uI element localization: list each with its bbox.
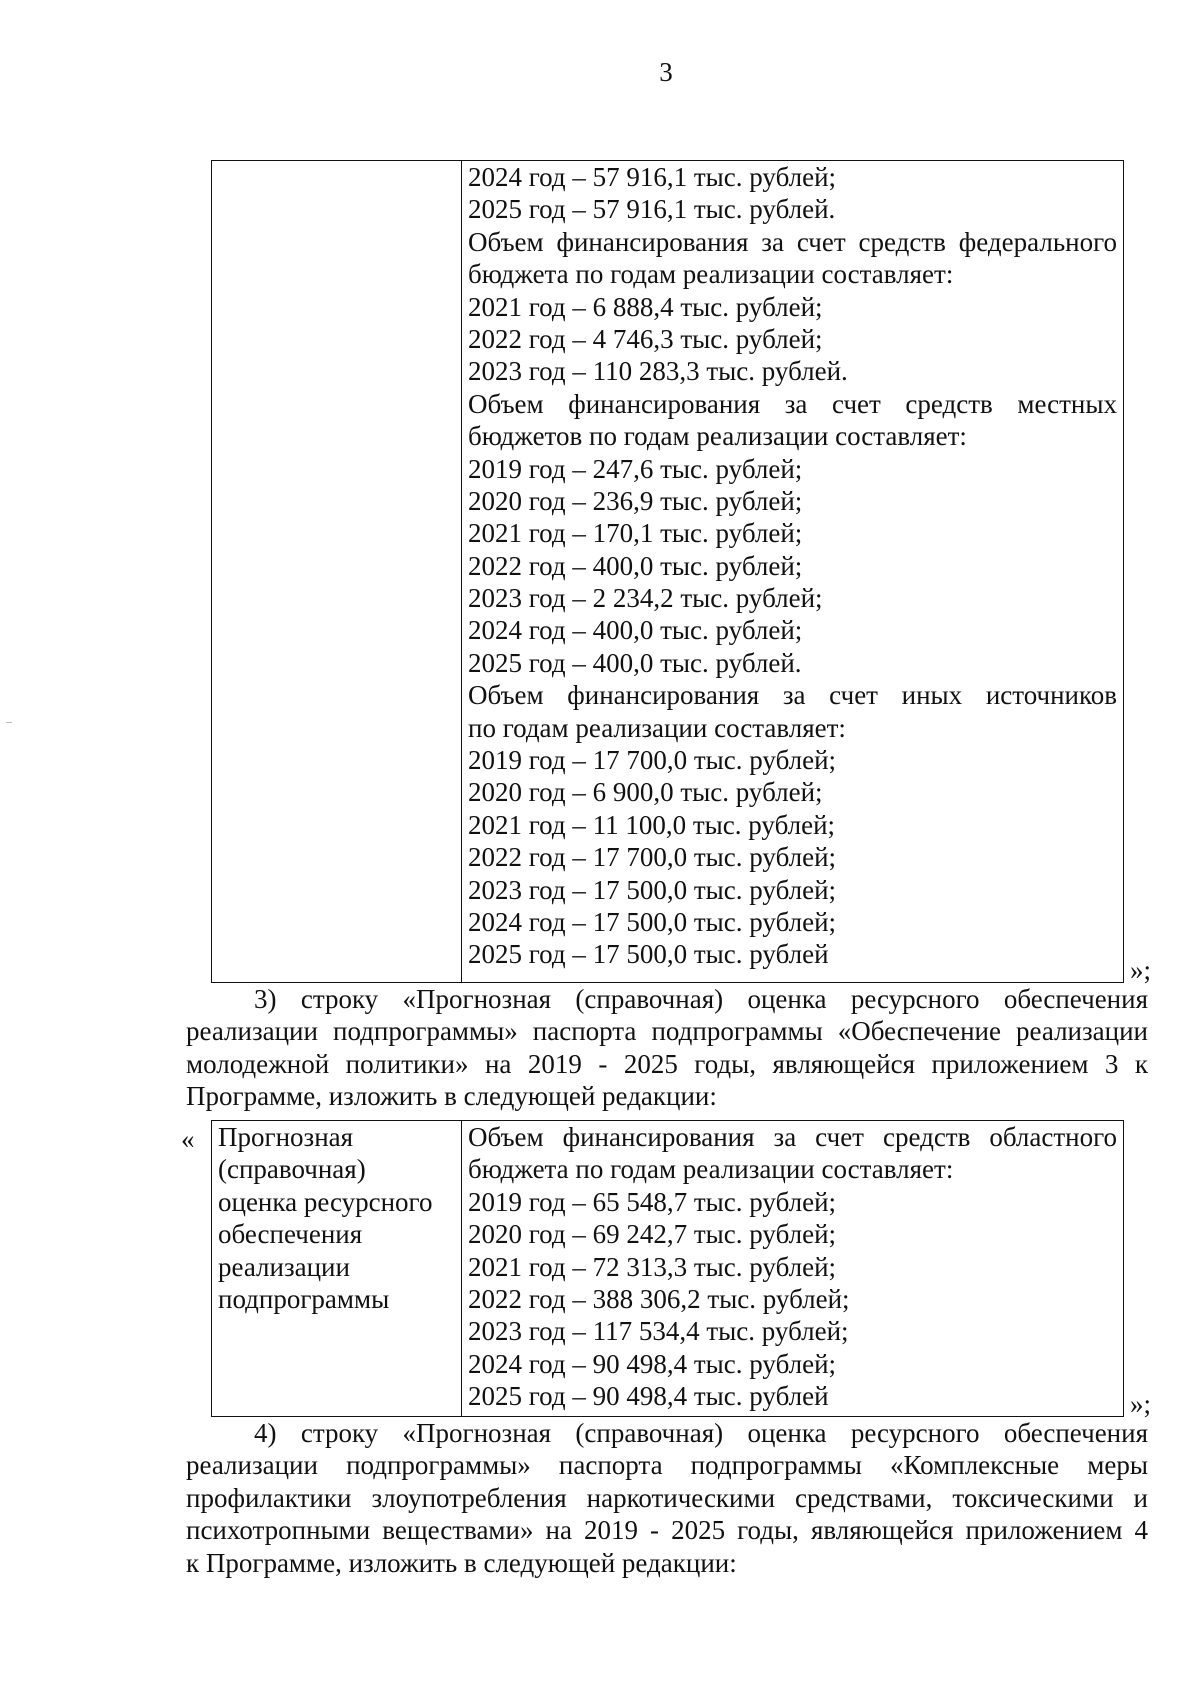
funding-line: 2024 год – 57 916,1 тыс. рублей; bbox=[468, 162, 837, 192]
funding-table-continued bbox=[211, 160, 1124, 983]
funding-line: 2025 год – 17 500,0 тыс. рублей bbox=[468, 939, 829, 970]
closing-quote: »; bbox=[1130, 1389, 1152, 1419]
funding-line: 2025 год – 400,0 тыс. рублей. bbox=[468, 647, 802, 678]
funding-line: Объем финансирования за счет иных источников bbox=[468, 680, 1117, 711]
table-left-cell bbox=[212, 1121, 462, 1416]
paragraph-line: Программе, изложить в следующей редакции: bbox=[186, 1081, 717, 1112]
funding-line: 2021 год – 11 100,0 тыс. рублей; bbox=[468, 809, 836, 840]
funding-line: 2019 год – 247,6 тыс. рублей; bbox=[468, 453, 803, 484]
paragraph-item-3 bbox=[186, 983, 1148, 1113]
funding-line: по годам реализации составляет: bbox=[468, 712, 846, 743]
funding-line: 2020 год – 236,9 тыс. рублей; bbox=[468, 485, 803, 516]
funding-line: 2022 год – 17 700,0 тыс. рублей; bbox=[468, 842, 837, 873]
funding-line: бюджета по годам реализации составляет: bbox=[468, 1154, 954, 1185]
funding-line: 2021 год – 170,1 тыс. рублей; bbox=[468, 518, 803, 549]
funding-line: 2024 год – 90 498,4 тыс. рублей; bbox=[468, 1348, 837, 1379]
paragraph-line: профилактики злоупотребления наркотическими средствами, токсическими и bbox=[186, 1482, 1148, 1513]
funding-line: Объем финансирования за счет средств федерального bbox=[468, 226, 1117, 257]
closing-quote: »; bbox=[1130, 955, 1152, 985]
funding-line: бюджетов по годам реализации составляет: bbox=[468, 421, 967, 452]
funding-line: 2019 год – 65 548,7 тыс. рублей; bbox=[468, 1186, 837, 1217]
paragraph-line: 4) строку «Прогнозная (справочная) оценка ресурсного обеспечения bbox=[254, 1418, 1148, 1448]
table-left-cell bbox=[212, 161, 462, 982]
row-title-line: (справочная) bbox=[218, 1154, 366, 1185]
table-right-cell bbox=[462, 1121, 1123, 1416]
paragraph-line: психотропными веществами» на 2019 - 2025 годы, являющейся приложением 4 bbox=[186, 1515, 1148, 1546]
funding-table-subprogram-3 bbox=[211, 1120, 1124, 1417]
paragraph-line: к Программе, изложить в следующей редакции: bbox=[186, 1547, 737, 1578]
funding-line: 2021 год – 72 313,3 тыс. рублей; bbox=[468, 1251, 837, 1282]
row-title-line: подпрограммы bbox=[218, 1283, 390, 1314]
funding-line: Объем финансирования за счет средств местных bbox=[468, 388, 1117, 419]
funding-line: 2020 год – 6 900,0 тыс. рублей; bbox=[468, 777, 823, 808]
row-title-line: оценка ресурсного bbox=[218, 1186, 433, 1217]
paragraph-line: 3) строку «Прогнозная (справочная) оценка ресурсного обеспечения bbox=[254, 984, 1148, 1014]
funding-line: 2022 год – 388 306,2 тыс. рублей; bbox=[468, 1283, 850, 1314]
funding-line: 2023 год – 117 534,4 тыс. рублей; bbox=[468, 1316, 849, 1347]
row-title-line: реализации bbox=[218, 1251, 350, 1282]
paragraph-line: реализации подпрограммы» паспорта подпрограммы «Обеспечение реализации bbox=[186, 1016, 1148, 1047]
page-number: 3 bbox=[659, 57, 673, 87]
opening-quote: « bbox=[181, 1124, 195, 1154]
funding-line: 2025 год – 90 498,4 тыс. рублей bbox=[468, 1381, 829, 1412]
funding-line: 2021 год – 6 888,4 тыс. рублей; bbox=[468, 291, 823, 322]
funding-line: 2023 год – 110 283,3 тыс. рублей. bbox=[468, 356, 848, 387]
funding-line: 2024 год – 400,0 тыс. рублей; bbox=[468, 615, 803, 646]
funding-line: 2024 год – 17 500,0 тыс. рублей; bbox=[468, 906, 837, 937]
funding-line: 2025 год – 57 916,1 тыс. рублей. bbox=[468, 194, 836, 225]
funding-line: 2023 год – 17 500,0 тыс. рублей; bbox=[468, 874, 837, 905]
table-right-cell bbox=[462, 161, 1123, 982]
funding-line: 2022 год – 400,0 тыс. рублей; bbox=[468, 550, 803, 581]
funding-line: 2020 год – 69 242,7 тыс. рублей; bbox=[468, 1219, 837, 1250]
funding-line: бюджета по годам реализации составляет: bbox=[468, 259, 954, 290]
row-title-line: обеспечения bbox=[218, 1219, 363, 1250]
funding-line: Объем финансирования за счет средств областного bbox=[468, 1122, 1117, 1152]
funding-line: 2019 год – 17 700,0 тыс. рублей; bbox=[468, 745, 837, 776]
row-title-line: Прогнозная bbox=[218, 1122, 354, 1152]
funding-line: 2023 год – 2 234,2 тыс. рублей; bbox=[468, 583, 823, 614]
paragraph-item-4 bbox=[186, 1417, 1148, 1579]
scan-margin-mark bbox=[6, 722, 12, 723]
paragraph-line: реализации подпрограммы» паспорта подпрограммы «Комплексные меры bbox=[186, 1450, 1148, 1481]
paragraph-line: молодежной политики» на 2019 - 2025 годы, являющейся приложением 3 к bbox=[186, 1048, 1148, 1079]
funding-line: 2022 год – 4 746,3 тыс. рублей; bbox=[468, 323, 823, 354]
